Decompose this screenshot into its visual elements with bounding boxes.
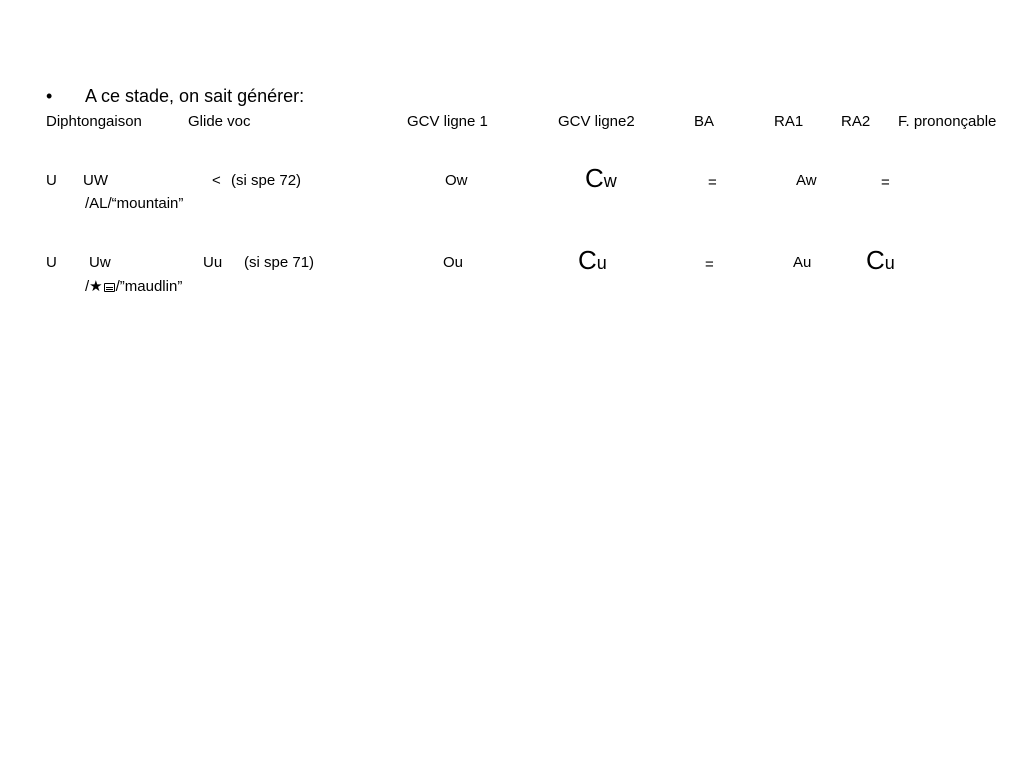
header-ra2: RA2 (841, 113, 871, 130)
row2-gcv1: Ou (443, 254, 464, 271)
bullet-text: A ce stade, on sait générer: (85, 86, 305, 106)
header-diphtongaison: Diphtongaison (46, 113, 142, 130)
row1-gcv2-small: w (603, 171, 617, 191)
row2-ra1: Au (793, 254, 812, 271)
row2-glide2: Uu (203, 254, 223, 271)
row1-gcv2 (585, 165, 617, 192)
row1-gcv1: Ow (445, 172, 468, 189)
row2-example (85, 278, 182, 296)
header-gcv-ligne-1: GCV ligne 1 (407, 113, 488, 130)
row1-glide: UW (83, 172, 108, 189)
star-icon: ★ (89, 278, 103, 295)
bullet-icon: • (46, 86, 53, 106)
row2-example-prefix: / (85, 278, 90, 295)
row2-diph: U (46, 254, 57, 271)
row2-note: (si spe 71) (244, 254, 315, 271)
header-gcv-ligne-2: GCV ligne2 (558, 113, 635, 130)
row1-note-sign: < (212, 172, 221, 189)
row2-glide: Uw (89, 254, 111, 271)
row2-ra2-big: C (866, 245, 885, 275)
row1-note: (si spe 72) (231, 172, 302, 189)
row2-ba: = (705, 256, 714, 273)
row1-ra1: Aw (796, 172, 817, 189)
header-glide-voc: Glide voc (188, 113, 251, 130)
row1-ra2: = (881, 174, 890, 191)
row2-ra2 (866, 247, 895, 274)
bullet-point (46, 85, 304, 107)
row2-gcv2-big: C (578, 245, 597, 275)
header-f-prononcable: F. prononçable (898, 113, 997, 130)
row2-example-suffix: /”maudlin” (115, 278, 183, 295)
row2-ra2-small: u (884, 253, 895, 273)
header-ra1: RA1 (774, 113, 804, 130)
row2-gcv2 (578, 247, 607, 274)
row2-gcv2-small: u (596, 253, 607, 273)
row1-ba: = (708, 174, 717, 191)
row1-diph: U (46, 172, 57, 189)
header-ba: BA (694, 113, 715, 130)
keyboard-glyph-icon (104, 283, 115, 292)
row1-example: /AL/“mountain” (85, 195, 184, 212)
row1-gcv2-big: C (585, 163, 604, 193)
